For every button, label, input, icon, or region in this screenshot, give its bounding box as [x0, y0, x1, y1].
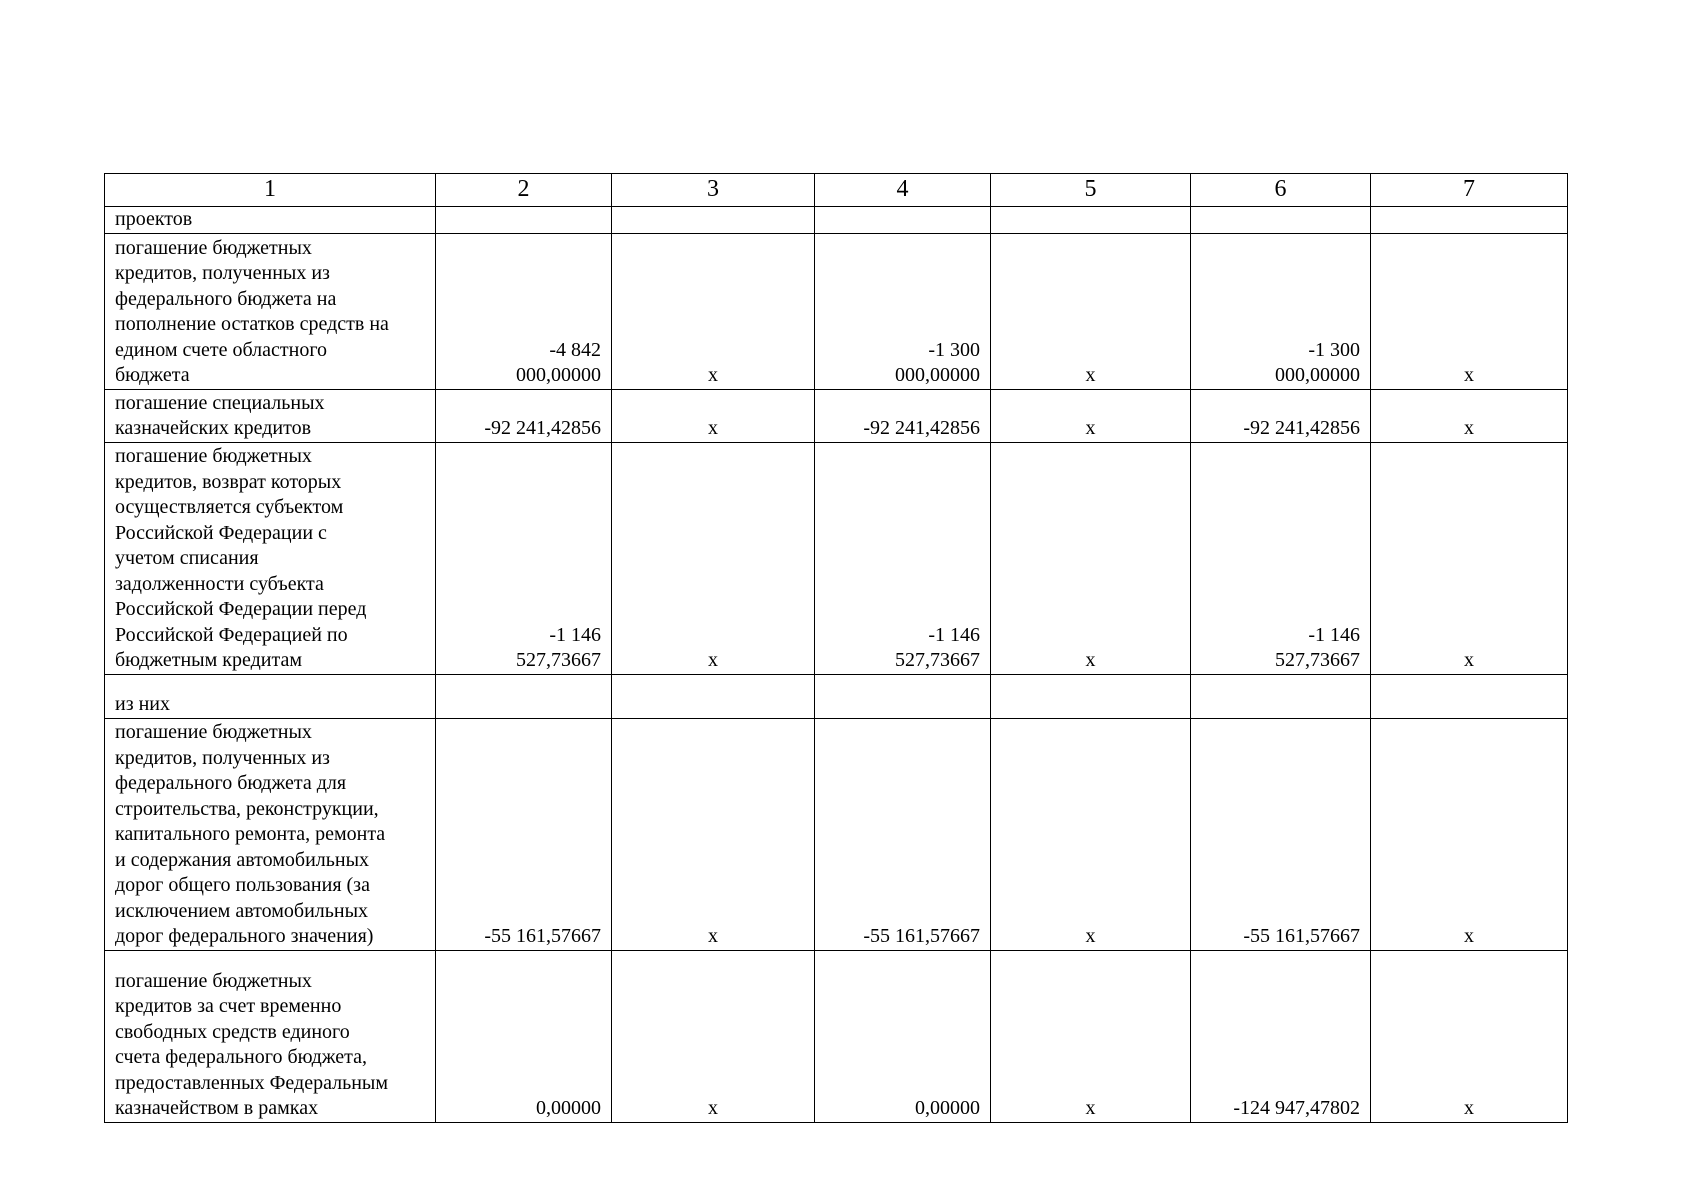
- header-row: [105, 174, 1568, 207]
- cell-col2: -55 161,57667: [436, 718, 612, 950]
- cell-col6: -92 241,42856: [1191, 389, 1371, 442]
- cell-col3: x: [612, 389, 815, 442]
- cell-col4: -92 241,42856: [815, 389, 991, 442]
- table-row: [105, 442, 1568, 674]
- cell-col6: -124 947,47802: [1191, 950, 1371, 1122]
- cell-col2: 0,00000: [436, 950, 612, 1122]
- cell-col6: -1 300 000,00000: [1191, 233, 1371, 389]
- cell-col5: x: [991, 389, 1191, 442]
- cell-col7: x: [1371, 950, 1568, 1122]
- table-row: [105, 950, 1568, 1122]
- row-label: погашение бюджетных кредитов, полученных из федерального бюджета на пополнение остатков средств на едином счете областного бюджета: [105, 233, 436, 389]
- column-header: 5: [991, 174, 1191, 207]
- row-label: погашение бюджетных кредитов за счет временно свободных средств единого счета федерального бюджета, предоставленных Федеральным казначейством в рамках: [105, 950, 436, 1122]
- cell-col5: x: [991, 718, 1191, 950]
- column-header: 3: [612, 174, 815, 207]
- cell-col5: [991, 674, 1191, 718]
- cell-col3: x: [612, 950, 815, 1122]
- cell-col2: [436, 674, 612, 718]
- cell-col7: x: [1371, 389, 1568, 442]
- table-row: [105, 718, 1568, 950]
- cell-col6: -1 146 527,73667: [1191, 442, 1371, 674]
- cell-col3: [612, 674, 815, 718]
- row-label: погашение специальных казначейских кредитов: [105, 389, 436, 442]
- table-row: [105, 389, 1568, 442]
- cell-col3: [612, 207, 815, 234]
- cell-col7: [1371, 674, 1568, 718]
- cell-col6: -55 161,57667: [1191, 718, 1371, 950]
- row-label: проектов: [105, 207, 436, 234]
- cell-col7: [1371, 207, 1568, 234]
- cell-col4: 0,00000: [815, 950, 991, 1122]
- cell-col5: x: [991, 442, 1191, 674]
- cell-col2: -92 241,42856: [436, 389, 612, 442]
- cell-col3: x: [612, 442, 815, 674]
- cell-col4: -55 161,57667: [815, 718, 991, 950]
- cell-col5: x: [991, 950, 1191, 1122]
- cell-col7: x: [1371, 718, 1568, 950]
- table-row: [105, 207, 1568, 234]
- column-header: 1: [105, 174, 436, 207]
- cell-col2: -4 842 000,00000: [436, 233, 612, 389]
- cell-col7: x: [1371, 233, 1568, 389]
- cell-col4: [815, 207, 991, 234]
- column-header: 2: [436, 174, 612, 207]
- cell-col4: -1 300 000,00000: [815, 233, 991, 389]
- cell-col3: x: [612, 233, 815, 389]
- cell-col7: x: [1371, 442, 1568, 674]
- table-row: [105, 233, 1568, 389]
- row-label: погашение бюджетных кредитов, полученных из федерального бюджета для строительства, реконструкции, капитального ремонта, ремонта и содержания автомобильных дорог общего пользования (за исключением автомобильных дорог федерального значения): [105, 718, 436, 950]
- cell-col2: -1 146 527,73667: [436, 442, 612, 674]
- cell-col4: -1 146 527,73667: [815, 442, 991, 674]
- cell-col6: [1191, 674, 1371, 718]
- row-label: погашение бюджетных кредитов, возврат которых осуществляется субъектом Российской Федерации с учетом списания задолженности субъекта Российской Федерации перед Российской Федерацией по бюджетным кредитам: [105, 442, 436, 674]
- column-header: 6: [1191, 174, 1371, 207]
- column-header: 7: [1371, 174, 1568, 207]
- cell-col6: [1191, 207, 1371, 234]
- row-label: из них: [105, 674, 436, 718]
- cell-col4: [815, 674, 991, 718]
- table-row: [105, 674, 1568, 718]
- cell-col5: x: [991, 233, 1191, 389]
- cell-col5: [991, 207, 1191, 234]
- cell-col3: x: [612, 718, 815, 950]
- budget-table: [104, 173, 1568, 1123]
- column-header: 4: [815, 174, 991, 207]
- cell-col2: [436, 207, 612, 234]
